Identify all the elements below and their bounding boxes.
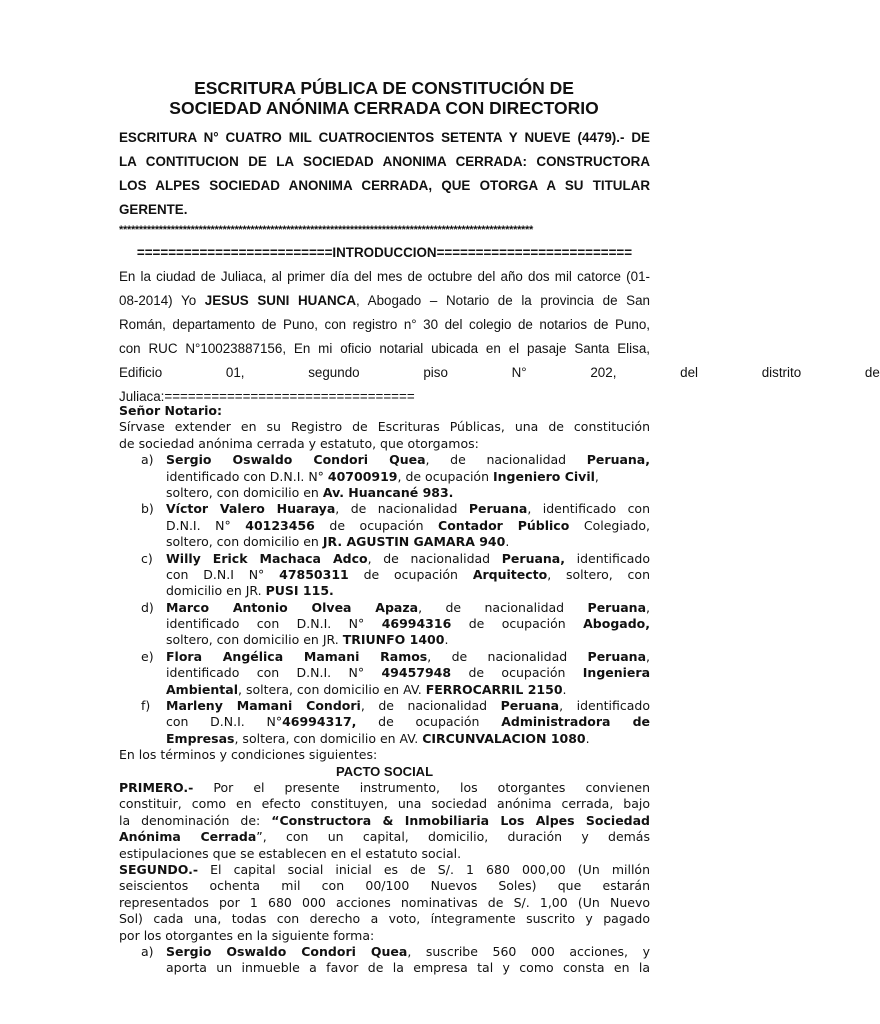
contribution-item-line: aporta un inmueble a favor de la empresa tal y como consta en la — [166, 960, 650, 976]
grantor-item-line: domicilio en JR. PUSI 115. — [166, 583, 334, 599]
pacto-social-heading: PACTO SOCIAL — [335, 763, 434, 779]
intro-line: con RUC N°10023887156, En mi oficio notarial ubicada en el pasaje Santa Elisa, — [119, 341, 650, 356]
grantor-item-line: con D.N.I. N°46994317, de ocupación Administradora de — [166, 714, 651, 730]
intro-line: Juliaca:================================ — [119, 389, 415, 404]
introduccion-heading: =========================INTRODUCCION========================= — [136, 245, 633, 260]
company-name: “Constructora & Inmobiliaria Los Alpes Sociedad — [271, 812, 651, 828]
clause-line: Sol) cada una, todas con derecho a voto, íntegramente suscrito y pagado — [119, 911, 650, 927]
notary-name: JESUS SUNI HUANCA — [204, 293, 357, 308]
grantor-item: d) Marco Antonio Olvea Apaza, de nacionalidad Peruana, — [141, 599, 650, 615]
body-line: Sírvase extender en su Registro de Escrituras Públicas, una de constitución — [119, 419, 650, 435]
salutation: Señor Notario: — [119, 403, 222, 418]
clause-line: estipulaciones que se establecen en el estatuto social. — [119, 845, 462, 861]
intro-line: En la ciudad de Juliaca, al primer día del mes de octubre del año dos mil catorce (01- — [119, 269, 650, 284]
introduction-paragraph — [119, 265, 880, 409]
grantor-item-line: soltero, con domicilio en Av. Huancané 983. — [166, 484, 454, 500]
grantor-item: e) Flora Angélica Mamani Ramos, de nacionalidad Peruana, — [141, 648, 651, 664]
deed-header-line: ESCRITURA N° CUATRO MIL CUATROCIENTOS SETENTA Y NUEVE (4479).- DE — [119, 130, 650, 145]
clause-line: seiscientos ochenta mil con 00/100 Nuevos Soles) que estarán — [119, 878, 650, 894]
clause-line: constituir, como en efecto constituyen, una sociedad anónima cerrada, bajo — [119, 796, 650, 812]
intro-line: 08-2014) Yo JESUS SUNI HUANCA, Abogado – Notario de la provincia de San — [119, 293, 650, 308]
grantor-item-line: identificado con D.N.I. N° 40700919, de ocupación Ingeniero Civil, — [166, 468, 599, 484]
grantor-item-line: identificado con D.N.I. N° 46994316 de ocupación Abogado, — [166, 616, 651, 632]
grantor-item: b) Víctor Valero Huaraya, de nacionalidad Peruana, identificado con — [141, 501, 651, 517]
grantor-item-line: soltero, con domicilio en JR. TRIUNFO 1400. — [166, 632, 449, 648]
clause-line: la denominación de: “Constructora & Inmobiliaria Los Alpes Sociedad — [119, 812, 651, 828]
title-line-2: SOCIEDAD ANÓNIMA CERRADA CON DIRECTORIO — [169, 98, 599, 118]
clause-line: representados por 1 680 000 acciones nominativas de S/. 1,00 (Un Nuevo — [119, 894, 650, 910]
deed-header-line: GERENTE. — [119, 202, 188, 217]
clause-line: por los otorgantes en la siguiente forma: — [119, 927, 375, 943]
deed-header-line: LOS ALPES SOCIEDAD ANONIMA CERRADA, QUE OTORGA A SU TITULAR — [119, 178, 650, 193]
grantor-item-line: identificado con D.N.I. N° 49457948 de ocupación Ingeniera — [166, 665, 651, 681]
intro-line: Román, departamento de Puno, con registro n° 30 del colegio de notarios de Puno, — [119, 317, 650, 332]
contribution-item: a) Sergio Oswaldo Condori Quea, suscribe 560 000 acciones, y — [141, 943, 650, 959]
document-title — [100, 78, 668, 118]
deed-header — [119, 126, 650, 266]
grantor-item: f) Marleny Mamani Condori, de nacionalidad Peruana, identificado — [141, 698, 651, 714]
asterisk-separator: ******************************************************************************************************** — [119, 224, 534, 236]
grantor-item-line: Ambiental, soltera, con domicilio en AV. FERROCARRIL 2150. — [166, 681, 567, 697]
grantor-item: c) Willy Erick Machaca Adco, de nacionalidad Peruana, identificado — [141, 550, 651, 566]
grantor-item-line: D.N.I. N° 40123456 de ocupación Contador Público Colegiado, — [166, 517, 651, 533]
clause-segundo: SEGUNDO.- El capital social inicial es de S/. 1 680 000,00 (Un millón — [119, 861, 650, 877]
body-line: de sociedad anónima cerrada y estatuto, que otorgamos: — [119, 435, 479, 451]
grantor-item: a) Sergio Oswaldo Condori Quea, de nacionalidad Peruana, — [141, 452, 650, 468]
terms-intro: En los términos y condiciones siguientes: — [119, 747, 378, 763]
intro-line: Edificio 01, segundo piso N° 202, del distrito de — [119, 365, 880, 380]
deed-header-line: LA CONTITUCION DE LA SOCIEDAD ANONIMA CERRADA: CONSTRUCTORA — [119, 154, 650, 169]
grantor-item-line: soltero, con domicilio en JR. AGUSTIN GAMARA 940. — [166, 534, 510, 550]
grantor-item-line: con D.N.I N° 47850311 de ocupación Arquitecto, soltero, con — [166, 566, 651, 582]
deed-body — [119, 403, 650, 977]
title-line-1: ESCRITURA PÚBLICA DE CONSTITUCIÓN DE — [194, 78, 574, 98]
clause-primero: PRIMERO.- Por el presente instrumento, los otorgantes convienen — [119, 779, 650, 795]
grantor-item-line: Empresas, soltera, con domicilio en AV. CIRCUNVALACION 1080. — [166, 730, 590, 746]
clause-line: Anónima Cerrada”, con un capital, domicilio, duración y demás — [119, 829, 650, 845]
